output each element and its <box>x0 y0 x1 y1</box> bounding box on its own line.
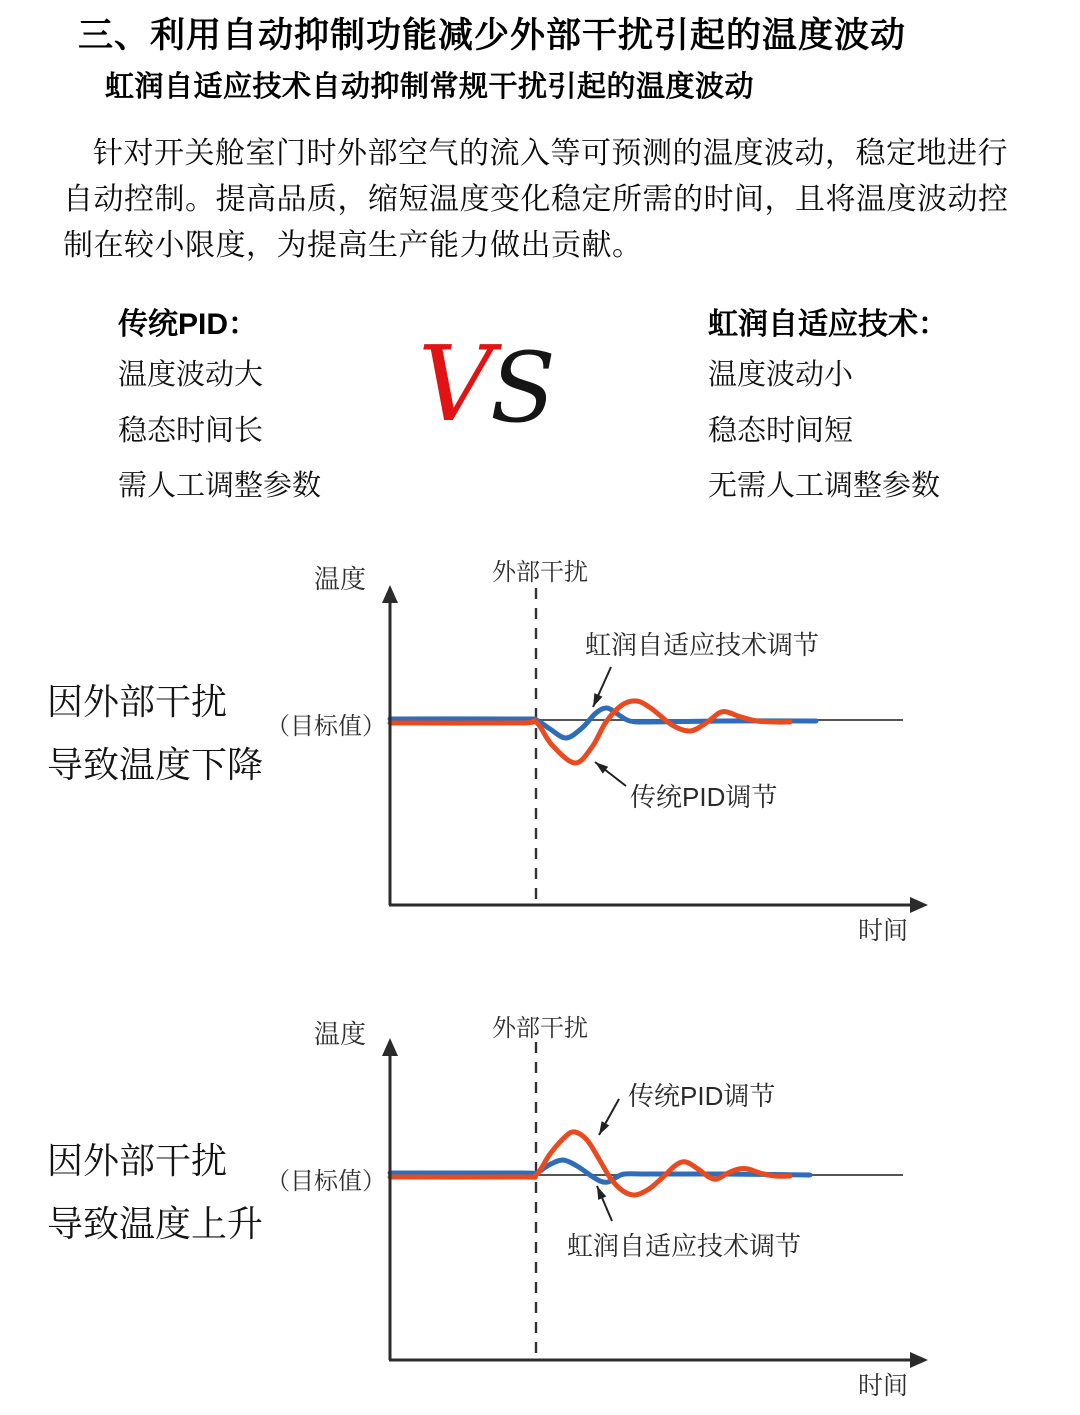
x-axis-label: 时间 <box>858 1372 909 1400</box>
disturbance-label: 外部干扰 <box>492 1015 588 1042</box>
series-label-pid: 传统PID调节 <box>630 782 778 812</box>
comparison-item: 稳态时间长 <box>118 415 264 447</box>
body-paragraph-line: 针对开关舱室门时外部空气的流入等可预测的温度波动，稳定地进行 <box>93 137 1008 170</box>
series-label-adaptive: 虹润自适应技术调节 <box>567 1231 802 1261</box>
series-label-adaptive: 虹润自适应技术调节 <box>585 630 820 660</box>
comparison-left-heading: 传统PID： <box>118 308 259 341</box>
comparison-item: 无需人工调整参数 <box>708 470 941 502</box>
comparison-item: 温度波动小 <box>708 359 854 391</box>
comparison-item: 需人工调整参数 <box>118 470 322 502</box>
y-axis-label: 温度 <box>314 564 367 594</box>
section-subtitle: 虹润自适应技术自动抑制常规干扰引起的温度波动 <box>105 71 755 103</box>
chart-caption-line: 因外部干扰 <box>47 681 228 722</box>
x-axis-label: 时间 <box>858 917 909 945</box>
vs-letter-v: V <box>418 323 494 445</box>
disturbance-label: 外部干扰 <box>492 559 588 586</box>
y-axis-label: 温度 <box>314 1019 367 1049</box>
chart-caption-line: 导致温度下降 <box>47 744 264 785</box>
comparison-right-heading: 虹润自适应技术： <box>708 308 948 341</box>
section-title: 三、利用自动抑制功能减少外部干扰引起的温度波动 <box>78 16 907 55</box>
body-paragraph-line: 制在较小限度，为提高生产能力做出贡献。 <box>63 229 643 262</box>
body-paragraph-line: 自动控制。提高品质，缩短温度变化稳定所需的时间，且将温度波动控 <box>63 183 1009 216</box>
target-value-label: （目标值） <box>266 1168 386 1195</box>
chart-caption-line: 因外部干扰 <box>47 1140 228 1181</box>
comparison-item: 稳态时间短 <box>708 415 854 447</box>
vs-letter-s: S <box>490 332 556 444</box>
target-value-label: （目标值） <box>266 713 386 740</box>
series-label-pid: 传统PID调节 <box>628 1081 776 1111</box>
chart-caption-line: 导致温度上升 <box>47 1203 264 1244</box>
comparison-item: 温度波动大 <box>118 359 264 391</box>
